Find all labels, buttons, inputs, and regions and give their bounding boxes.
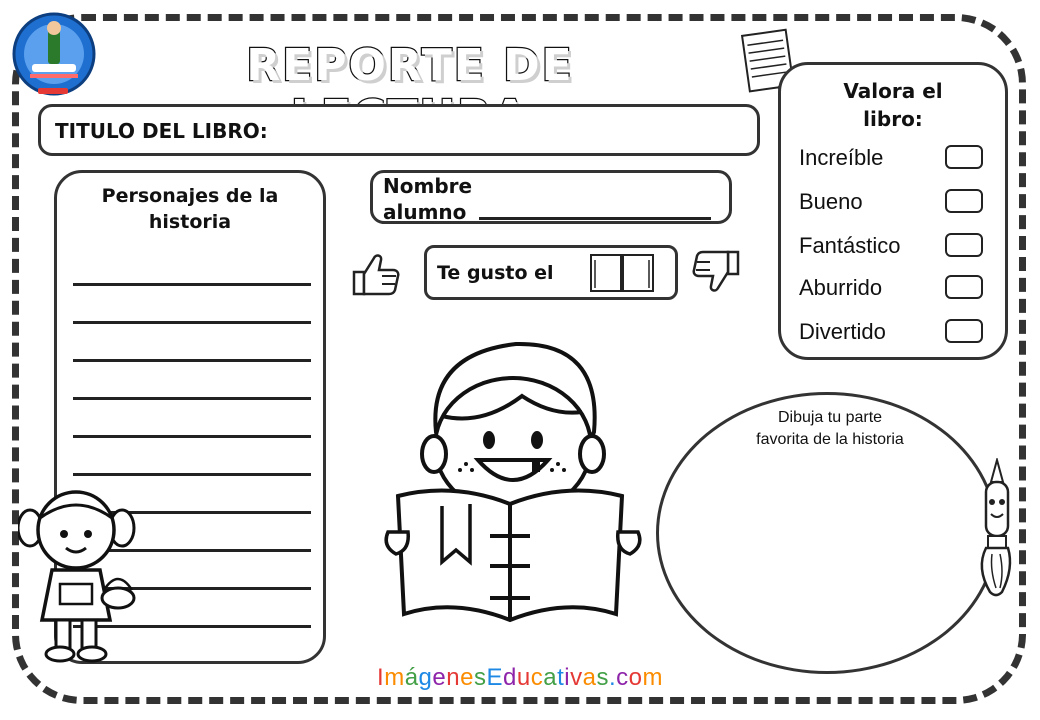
student-name-line bbox=[479, 217, 711, 220]
rating-checkbox[interactable] bbox=[945, 145, 983, 169]
footer-brand-letter: g bbox=[418, 664, 433, 691]
footer-brand-letter: e bbox=[460, 664, 474, 691]
footer-brand-letter: m bbox=[642, 664, 663, 691]
rating-option-label: Bueno bbox=[799, 189, 863, 214]
student-name-label-line2: alumno bbox=[383, 200, 467, 224]
site-logo bbox=[8, 8, 96, 100]
characters-title: Personajes de la historia bbox=[101, 185, 279, 233]
student-name-label bbox=[383, 173, 472, 225]
footer-brand-letter: a bbox=[582, 664, 597, 691]
footer-brand-letter: m bbox=[384, 664, 405, 691]
drawing-prompt-line2: favorita de la historia bbox=[756, 431, 904, 448]
rating-option-label: Divertido bbox=[799, 319, 886, 344]
rating-checkbox[interactable] bbox=[945, 319, 983, 343]
book-title-field[interactable] bbox=[38, 104, 760, 156]
rating-option[interactable] bbox=[799, 317, 999, 347]
character-write-line[interactable] bbox=[73, 397, 311, 400]
footer-brand-letter: o bbox=[628, 664, 643, 691]
drawing-area[interactable] bbox=[656, 392, 998, 674]
footer-brand[interactable] bbox=[330, 664, 710, 692]
drawing-prompt bbox=[719, 407, 941, 451]
drawing-prompt-line1: Dibuja tu parte bbox=[777, 409, 883, 426]
character-write-line[interactable] bbox=[73, 359, 311, 362]
liked-book-field[interactable] bbox=[424, 245, 678, 300]
boy-reading-illustration bbox=[382, 336, 644, 630]
student-name-label-line1: Nombre bbox=[383, 174, 473, 198]
footer-brand-letter: e bbox=[432, 664, 447, 691]
footer-brand-letter: E bbox=[486, 664, 503, 691]
footer-brand-letter: c bbox=[616, 664, 629, 691]
rating-panel bbox=[778, 62, 1008, 360]
footer-brand-letter: c bbox=[530, 664, 544, 691]
footer-brand-letter: n bbox=[446, 664, 461, 691]
thumb-down-icon[interactable] bbox=[688, 244, 746, 302]
footer-brand-letter: t bbox=[557, 664, 565, 691]
book-icon bbox=[589, 252, 655, 294]
rating-checkbox[interactable] bbox=[945, 275, 983, 299]
paintbrush-icon bbox=[972, 458, 1022, 600]
footer-brand-letter: I bbox=[377, 664, 385, 691]
liked-book-label: Te gusto el bbox=[437, 262, 554, 284]
character-write-line[interactable] bbox=[73, 473, 311, 476]
rating-checkbox[interactable] bbox=[945, 233, 983, 257]
rating-option-label: Aburrido bbox=[799, 275, 883, 300]
rating-option[interactable] bbox=[799, 143, 999, 173]
footer-brand-letter: . bbox=[608, 664, 617, 691]
rating-option[interactable] bbox=[799, 231, 999, 261]
footer-brand-letter: u bbox=[516, 664, 531, 691]
footer-brand-letter: i bbox=[564, 664, 571, 691]
character-write-line[interactable] bbox=[73, 321, 311, 324]
footer-brand-letter: d bbox=[503, 664, 517, 691]
character-write-line[interactable] bbox=[73, 435, 311, 438]
student-name-field[interactable] bbox=[370, 170, 732, 224]
footer-brand-letter: a bbox=[543, 664, 558, 691]
footer-brand-letter: s bbox=[596, 664, 609, 691]
rating-checkbox[interactable] bbox=[945, 189, 983, 213]
book-title-label: TITULO DEL LIBRO: bbox=[55, 119, 268, 143]
rating-option[interactable] bbox=[799, 187, 999, 217]
character-write-line[interactable] bbox=[73, 283, 311, 286]
footer-brand-letter: s bbox=[473, 664, 487, 691]
rating-option-label: Fantástico bbox=[799, 233, 901, 258]
rating-option-label: Increíble bbox=[799, 145, 884, 170]
footer-brand-letter: á bbox=[404, 664, 419, 691]
footer-brand-letter: v bbox=[570, 664, 583, 691]
girl-illustration bbox=[18, 488, 138, 664]
thumb-up-icon[interactable] bbox=[346, 244, 404, 302]
rating-option[interactable] bbox=[799, 273, 999, 303]
rating-title: Valora el libro: bbox=[843, 79, 943, 131]
page-title: REPORTE DE bbox=[246, 40, 574, 91]
